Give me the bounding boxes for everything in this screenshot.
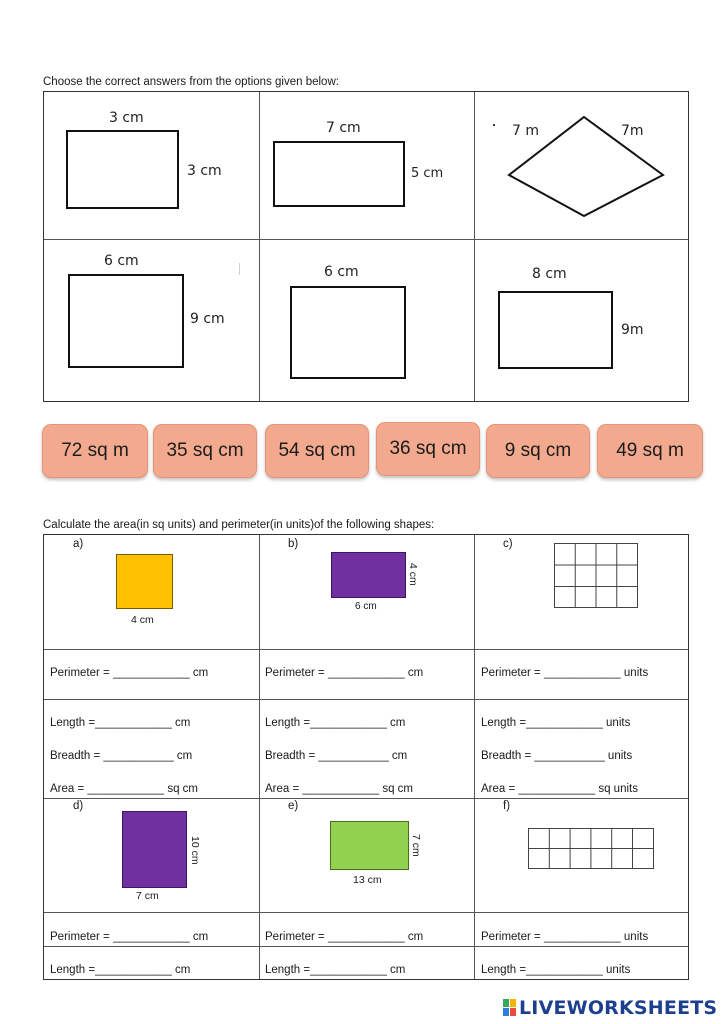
item-label: c) [503,538,513,550]
answer-option-54-sq-cm[interactable]: 54 sq cm [265,424,369,478]
item-label: d) [73,800,84,812]
rectangle-shape [68,274,184,368]
dimension-label: 10 cm [189,836,201,865]
dimension-label: 9 cm [190,311,225,327]
item-label: b) [288,538,299,550]
area-answer-a[interactable]: Area = ____________ sq cm [50,783,199,795]
area-answer-c[interactable]: Area = ____________ sq units [481,783,638,795]
section2-heading: Calculate the area(in sq units) and perimeter(in units)of the following shapes: [43,519,435,531]
dimension-label: 3 cm [109,110,144,126]
dimension-label: 7 cm [326,120,361,136]
dimension-label: 6 cm [355,601,377,612]
yellow-square-shape [116,554,173,609]
perimeter-answer-d[interactable]: Perimeter = ____________ cm [50,931,209,943]
answer-option-35-sq-cm[interactable]: 35 sq cm [153,424,257,478]
item-label: a) [73,538,84,550]
perimeter-answer-b[interactable]: Perimeter = ____________ cm [265,667,424,679]
dimension-label: 9m [621,322,644,338]
faint-mark [239,263,240,275]
answer-option-49-sq-m[interactable]: 49 sq m [597,424,703,478]
dimension-label: 13 cm [353,874,382,886]
length-answer-a[interactable]: Length =____________ cm [50,717,191,729]
length-answer-f[interactable]: Length =____________ units [481,964,631,976]
breadth-answer-a[interactable]: Breadth = ___________ cm [50,750,193,762]
liveworksheets-logo [503,997,717,1019]
green-rectangle-shape [330,821,409,870]
perimeter-answer-c[interactable]: Perimeter = ____________ units [481,667,649,679]
dimension-label: 6 cm [324,264,359,280]
logo-text: LIVEWORKSHEETS [519,997,718,1019]
answer-option-72-sq-m[interactable]: 72 sq m [42,424,148,478]
dimension-label: 6 cm [104,253,139,269]
dot-mark [493,124,495,126]
dimension-label: 8 cm [532,266,567,282]
length-answer-e[interactable]: Length =____________ cm [265,964,406,976]
dimension-label: 7 cm [136,890,159,902]
length-answer-c[interactable]: Length =____________ units [481,717,631,729]
answer-option-9-sq-cm[interactable]: 9 sq cm [486,424,590,478]
length-answer-d[interactable]: Length =____________ cm [50,964,191,976]
rectangle-shape [498,291,613,369]
breadth-answer-c[interactable]: Breadth = ___________ units [481,750,633,762]
purple-rectangle-shape [122,811,187,888]
dimension-label: 7 m [512,123,539,139]
logo-mark-icon [503,999,517,1017]
rectangle-shape [273,141,405,207]
length-answer-b[interactable]: Length =____________ cm [265,717,406,729]
dimension-label: 5 cm [411,166,444,181]
dimension-label: 4 cm [131,614,154,626]
dimension-label: 7 cm [410,834,422,857]
square-shape [290,286,406,379]
answer-option-36-sq-cm[interactable]: 36 sq cm [376,422,480,476]
dimension-label: 4 cm [407,563,419,586]
item-label: e) [288,800,299,812]
item-label: f) [503,800,511,812]
grid-shape [528,828,655,870]
perimeter-answer-e[interactable]: Perimeter = ____________ cm [265,931,424,943]
perimeter-answer-f[interactable]: Perimeter = ____________ units [481,931,649,943]
purple-rectangle-shape [331,552,406,598]
square-shape [66,130,179,209]
area-answer-b[interactable]: Area = ____________ sq cm [265,783,414,795]
breadth-answer-b[interactable]: Breadth = ___________ cm [265,750,408,762]
section1-heading: Choose the correct answers from the options given below: [43,76,339,88]
dimension-label: 7m [621,123,644,139]
perimeter-answer-a[interactable]: Perimeter = ____________ cm [50,667,209,679]
dimension-label: 3 cm [187,163,222,179]
grid-shape [554,543,639,609]
